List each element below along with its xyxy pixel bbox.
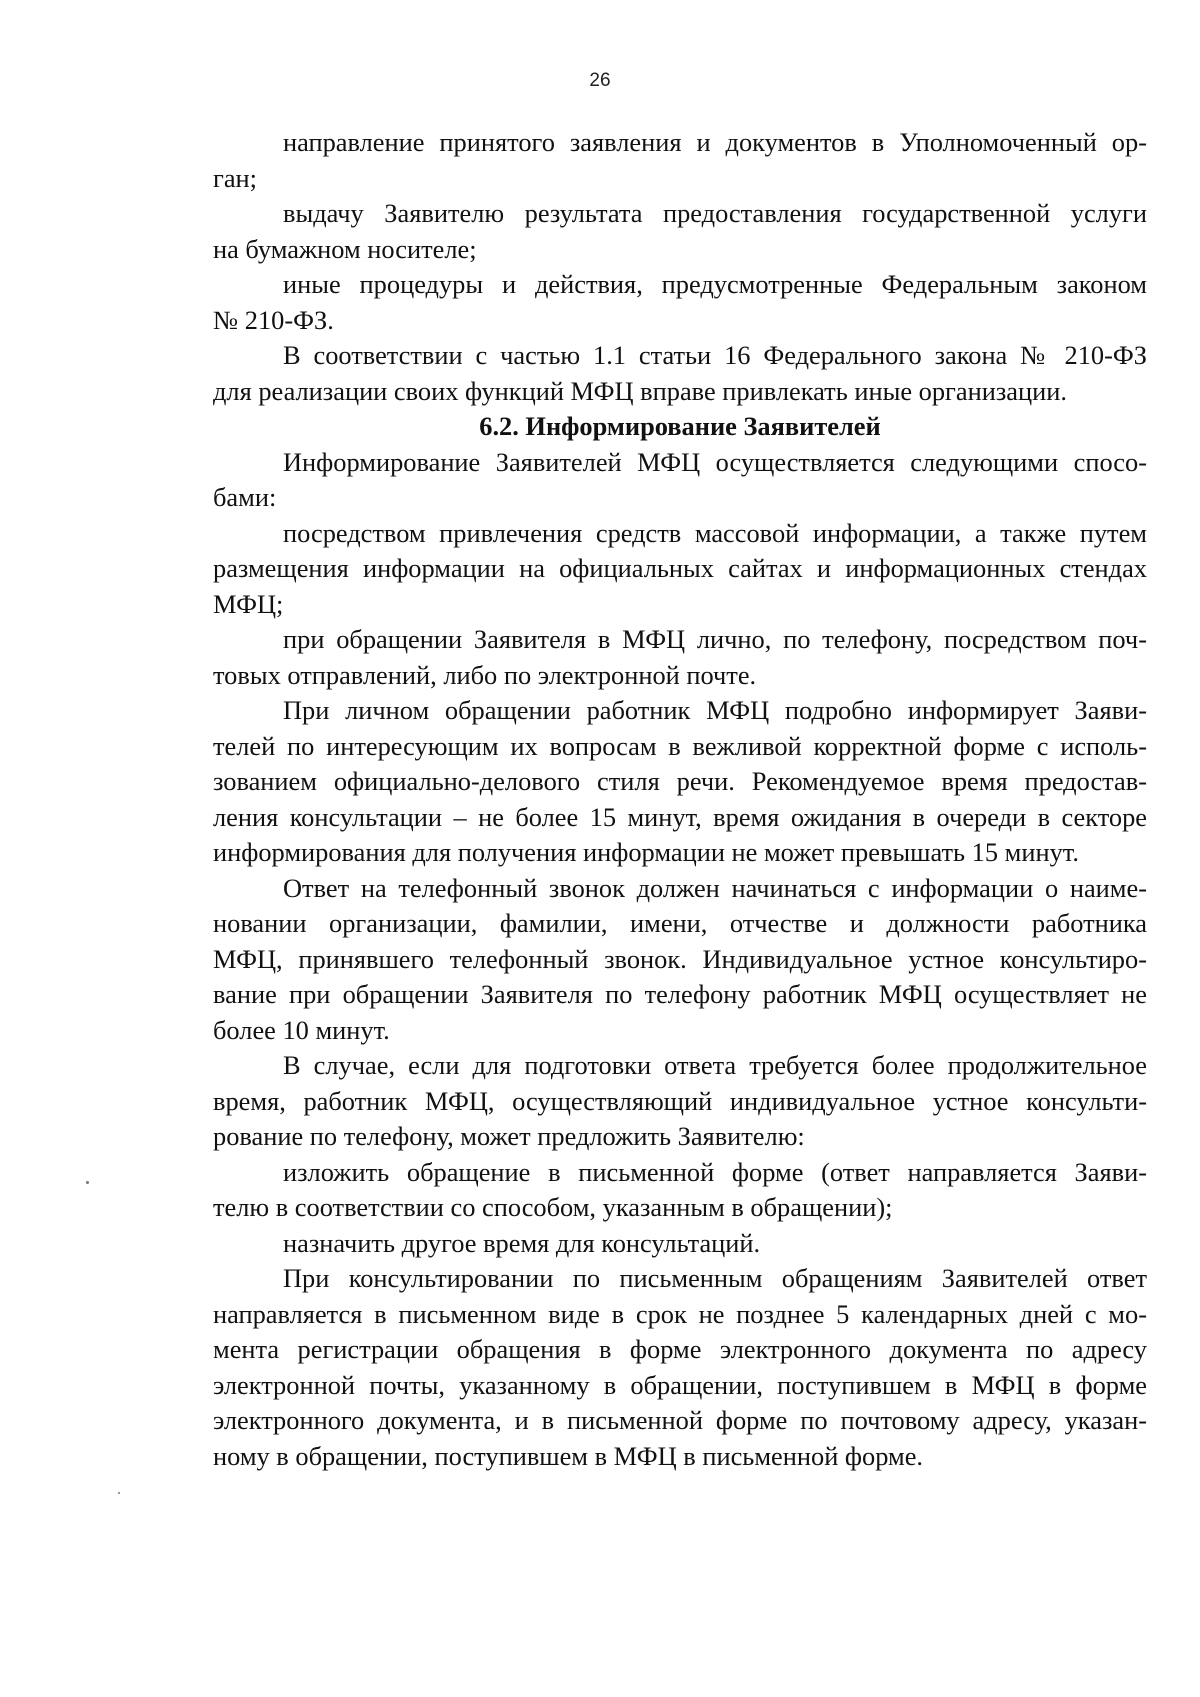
text-line: телю в соответствии со способом, указанным в обращении); — [213, 1192, 893, 1222]
text-line: бами: — [213, 482, 277, 512]
text-line: новании организации, фамилии, имени, отчестве и должности работника — [213, 908, 1147, 938]
text-line: МФЦ, принявшего телефонный звонок. Индивидуальное устное консультиро- — [213, 943, 1147, 974]
paragraph — [213, 622, 1147, 693]
text-line: товых отправлений, либо по электронной почте. — [213, 659, 757, 690]
text-line: зованием официально-делового стиля речи. Рекомендуемое время предостав- — [213, 766, 1147, 796]
text-line: иные процедуры и действия, предусмотренные Федеральным законом — [283, 269, 1147, 299]
paragraph — [213, 267, 1147, 338]
paragraph — [213, 516, 1147, 623]
text-line: № 210-ФЗ. — [213, 304, 334, 335]
paragraph — [213, 338, 1147, 409]
paragraph — [213, 196, 1147, 267]
text-line: направляется в письменном виде в срок не позднее 5 календарных дней с мо- — [213, 1298, 1147, 1329]
text-line: Ответ на телефонный звонок должен начинаться с информации о наиме- — [283, 872, 1147, 903]
paragraph — [213, 445, 1147, 516]
text-line: выдачу Заявителю результата предоставления государственной услуги — [283, 198, 1147, 228]
page-number: 26 — [589, 70, 611, 91]
section-heading: 6.2. Информирование Заявителей — [479, 411, 881, 441]
text-line: размещения информации на официальных сайтах и информационных стендах — [213, 553, 1147, 583]
text-line: При личном обращении работник МФЦ подробно информирует Заяви- — [283, 695, 1147, 725]
text-line: электронного документа, и в письменной форме по почтовому адресу, указан- — [213, 1405, 1147, 1435]
text-line: В случае, если для подготовки ответа требуется более продолжительное — [283, 1050, 1147, 1080]
paragraph — [213, 125, 1147, 196]
text-line: При консультировании по письменным обращениям Заявителей ответ — [283, 1263, 1147, 1293]
text-line: направление принятого заявления и документов в Уполномоченный ор- — [283, 127, 1147, 157]
text-line: при обращении Заявителя в МФЦ лично, по телефону, посредством поч- — [283, 624, 1147, 654]
paragraph — [213, 693, 1147, 871]
text-line: ному в обращении, поступившем в МФЦ в письменной форме. — [213, 1440, 924, 1471]
text-line: посредством привлечения средств массовой информации, а также путем — [283, 517, 1147, 548]
text-line: вание при обращении Заявителя по телефону работник МФЦ осуществляет не — [213, 979, 1147, 1009]
text-line: ган; — [213, 162, 257, 193]
text-line: телей по интересующим их вопросам в вежливой корректной форме с исполь- — [213, 730, 1147, 761]
paragraph — [213, 1261, 1147, 1474]
text-line: Информирование Заявителей МФЦ осуществляется следующими спосо- — [283, 446, 1147, 477]
text-line: рование по телефону, может предложить Заявителю: — [213, 1121, 805, 1151]
text-line: МФЦ; — [213, 588, 284, 619]
text-line: изложить обращение в письменной форме (ответ направляется Заяви- — [283, 1156, 1147, 1187]
scan-speck — [86, 1181, 89, 1184]
document-body — [213, 125, 1147, 1474]
text-line: назначить другое время для консультаций. — [283, 1227, 761, 1258]
text-line: электронной почты, указанному в обращении, поступившем в МФЦ в форме — [213, 1369, 1147, 1400]
paragraph — [213, 1226, 1147, 1262]
text-line: ления консультации – не более 15 минут, время ожидания в очереди в секторе — [213, 801, 1147, 832]
text-line: для реализации своих функций МФЦ вправе привлекать иные организации. — [213, 375, 1067, 406]
text-line: мента регистрации обращения в форме электронного документа по адресу — [213, 1334, 1147, 1364]
text-line: время, работник МФЦ, осуществляющий индивидуальное устное консульти- — [213, 1085, 1147, 1116]
scan-speck — [118, 1492, 120, 1494]
text-line: на бумажном носителе; — [213, 233, 477, 264]
paragraph — [213, 871, 1147, 1049]
paragraph — [213, 1155, 1147, 1226]
paragraph — [213, 1048, 1147, 1155]
text-line: более 10 минут. — [213, 1014, 390, 1045]
text-line: информирования для получения информации не может превышать 15 минут. — [213, 837, 1079, 867]
text-line: В соответствии с частью 1.1 статьи 16 Федерального закона № 210-ФЗ — [283, 340, 1147, 370]
